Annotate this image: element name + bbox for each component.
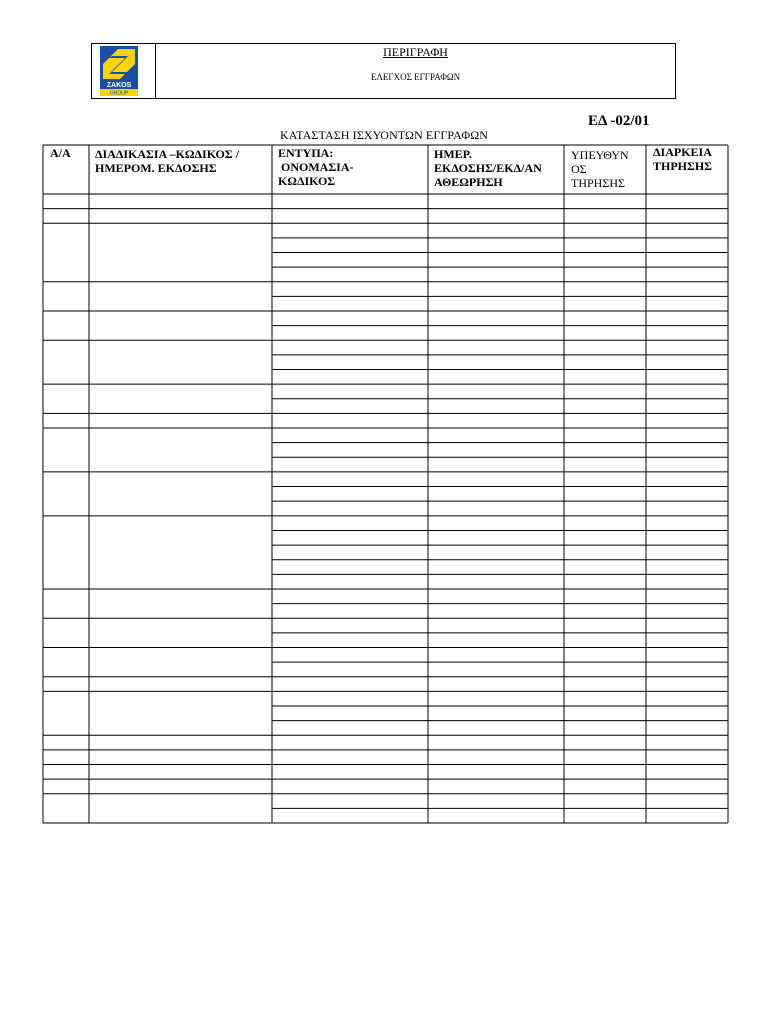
column-header-procedure: [95, 147, 239, 175]
table-title: ΚΑΤΑΣΤΑΣΗ ΙΣΧΥΟΝΤΩΝ ΕΓΓΡΑΦΩΝ: [279, 128, 489, 142]
column-header-responsible: [571, 148, 629, 190]
column-header-aa: Α/Α: [50, 146, 71, 160]
column-header-forms: [278, 146, 354, 188]
column-header-duration-line2: ΤΗΡΗΣΗΣ: [653, 159, 713, 173]
column-header-date-line3: ΑΘΕΩΡΗΣΗ: [434, 175, 503, 189]
description-label: ΠΕΡΙΓΡΑΦΗ: [383, 45, 448, 59]
column-header-responsible-line3: ΤΗΡΗΣΗΣ: [571, 176, 625, 190]
description-value: ΕΛΕΓΧΟΣ ΕΓΓΡΑΦΩΝ: [370, 72, 461, 82]
document-code: ΕΔ -02/01: [588, 113, 650, 129]
column-header-forms-line3: ΚΩΔΙΚΟΣ: [278, 174, 336, 188]
column-header-date-line2: ΕΚΔΟΣΗΣ/ΕΚΔ/ΑΝ: [434, 161, 542, 175]
column-header-forms-line2: ΟΝΟΜΑΣΙΑ-: [278, 160, 354, 174]
column-header-procedure-line1: ΔΙΑΔΙΚΑΣΙΑ –ΚΩΔΙΚΟΣ /: [95, 147, 240, 161]
logo-text: ZAKOS: [106, 82, 132, 89]
column-header-responsible-line1: ΥΠΕΥΘΥΝ: [571, 148, 629, 162]
column-header-forms-line1: ΕΝΤΥΠΑ:: [278, 146, 334, 160]
column-header-responsible-line2: ΟΣ: [571, 162, 587, 176]
logo-subtext: GROUP: [109, 90, 129, 96]
column-header-date-line1: ΗΜΕΡ.: [434, 147, 472, 161]
column-header-duration: [653, 145, 712, 173]
column-header-procedure-line2: ΗΜΕΡΟΜ. ΕΚΔΟΣΗΣ: [95, 161, 217, 175]
column-header-date: [434, 147, 542, 189]
column-header-duration-line1: ΔΙΑΡΚΕΙΑ: [653, 145, 712, 159]
